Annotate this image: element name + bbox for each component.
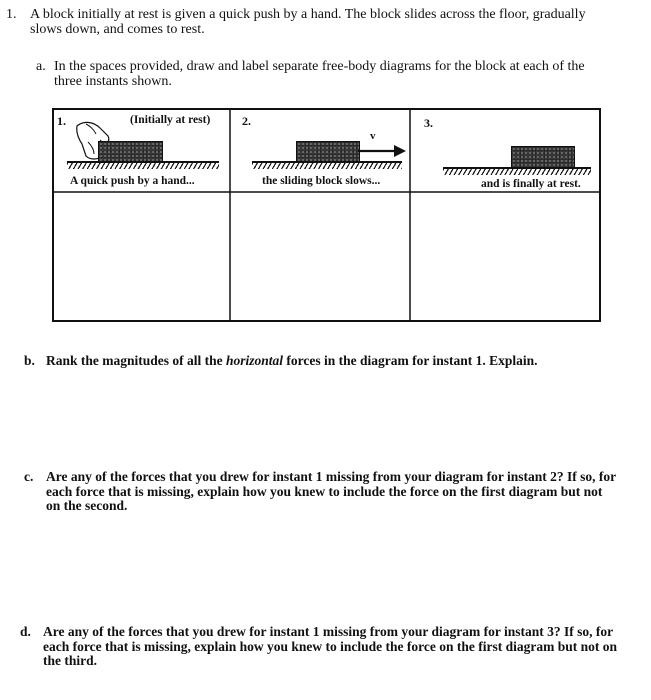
- panel-2-number: 2.: [242, 114, 251, 128]
- problem-number: 1.: [6, 7, 17, 22]
- part-b-emphasis: horizontal: [226, 353, 284, 368]
- block-3: [511, 146, 575, 168]
- block-1: [98, 141, 163, 162]
- panel-2-caption: the sliding block slows...: [262, 175, 381, 187]
- velocity-label: v: [370, 130, 376, 142]
- part-b-letter: b.: [24, 353, 35, 368]
- part-b-text: [46, 354, 626, 369]
- floor-hatch-2: [252, 163, 402, 169]
- diagram-table: [52, 108, 602, 323]
- part-c-letter: c.: [24, 469, 34, 484]
- part-b-text-before: Rank the magnitudes of all the: [46, 353, 227, 368]
- part-d-text: Are any of the forces that you drew for instant 1 missing from your diagram for instant 3? If so, for each force that is missing, explain how you knew to include the force on the first diagram but not on the third.: [43, 624, 618, 668]
- floor-hatch-3: [443, 169, 591, 175]
- part-d-letter: d.: [20, 624, 31, 639]
- part-b-text-after: forces in the diagram for instant 1. Explain.: [283, 353, 538, 368]
- panel-1-caption: A quick push by a hand...: [70, 175, 195, 187]
- part-a-text: In the spaces provided, draw and label separate free-body diagrams for the block at each of the three instants shown.: [54, 59, 585, 89]
- panel-1-label: (Initially at rest): [130, 114, 211, 126]
- block-2: [296, 141, 360, 162]
- floor-hatch-1: [67, 163, 219, 169]
- problem-intro: A block initially at rest is given a quick push by a hand. The block slides across the floor, gradually slows down, and comes to rest.: [30, 7, 586, 37]
- part-a-letter: a.: [36, 59, 46, 74]
- panel-3-caption: and is finally at rest.: [481, 178, 581, 190]
- panel-3-number: 3.: [424, 116, 433, 130]
- part-c-text: Are any of the forces that you drew for instant 1 missing from your diagram for instant 2? If so, for each force that is missing, explain how you knew to include the force on the first diagram but not on the second.: [46, 469, 616, 513]
- velocity-arrow-icon: [356, 145, 408, 157]
- panel-1-number: 1.: [57, 114, 66, 128]
